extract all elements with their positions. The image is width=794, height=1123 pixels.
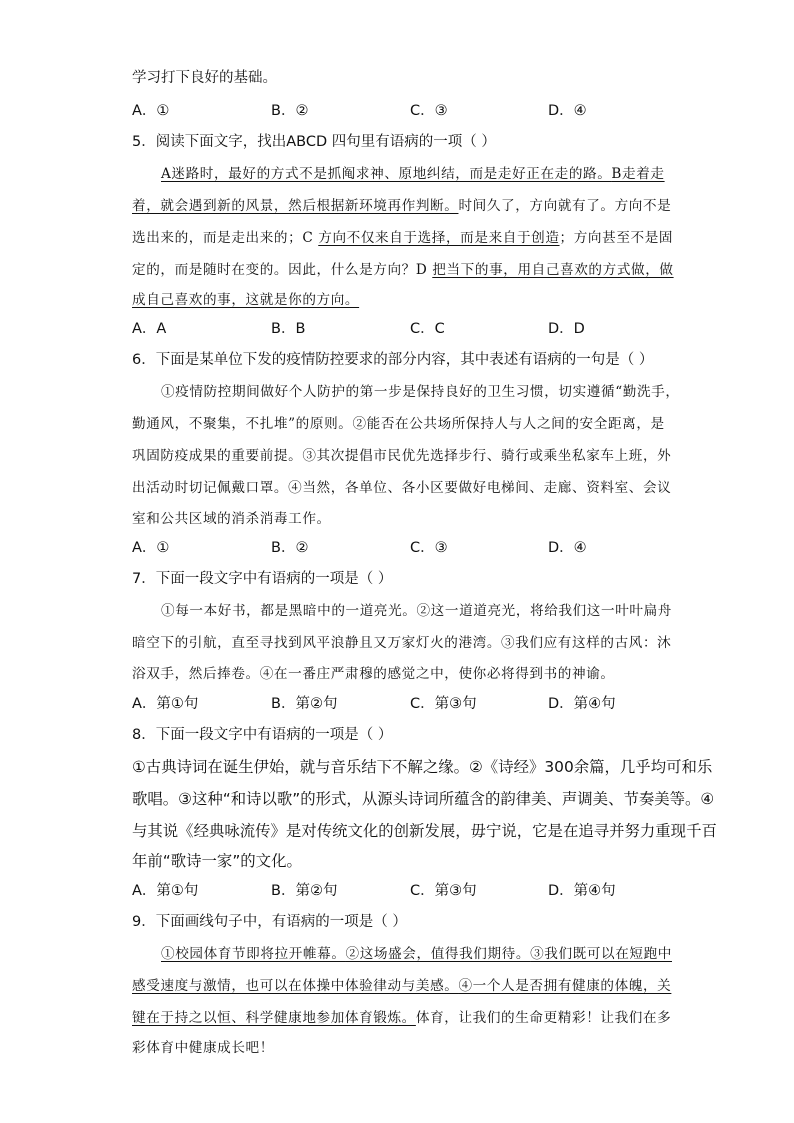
q4-passage-tail: 学习打下良好的基础。 [132, 70, 277, 86]
q7-line: 暗空下的引航，直至寻找到风平浪静且又万家灯火的港湾。③我们应有这样的古风：沐 [132, 635, 672, 651]
q9-sentence-1: ①校园体育节即将拉开帷幕。 [161, 946, 346, 962]
q5-text: 时间久了，方向就有了。方向不是 [458, 198, 672, 214]
q7-option-a[interactable]: A．第①句 [132, 696, 199, 712]
q6-line: 室和公共区域的消杀消毒工作。 [132, 511, 331, 527]
q4-option-c[interactable]: C．③ [410, 103, 448, 119]
q7-option-c[interactable]: C．第③句 [410, 696, 477, 712]
q9-text: 体育，让我们的生命更精彩！让我们在多 [415, 1010, 672, 1026]
q6-option-b[interactable]: B．② [271, 540, 309, 556]
q9-line [161, 942, 672, 962]
q6-option-a[interactable]: A．① [132, 540, 170, 556]
q5-line [161, 162, 665, 182]
q8-option-a[interactable]: A．第①句 [132, 883, 199, 899]
q5-sentence-d-start: 把当下的事，用自己喜欢的方式做，做 [432, 262, 674, 278]
q9-sentence-4-start: ④一个人是否拥有健康的体魄，关 [458, 978, 672, 994]
q6-line: ①疫情防控期间做好个人防护的第一步是保持良好的卫生习惯，切实遵循“勤洗手， [161, 384, 680, 400]
q5-sentence-b-end: 着，就会遇到新的风景，然后根据新环境再作判断。 [132, 198, 459, 214]
q8-line: 年前“歌诗一家”的文化。 [132, 852, 302, 870]
q6-line: 出活动时切记佩戴口罩。④当然，各单位、各小区要做好电梯间、走廊、资料室、会议 [132, 480, 672, 496]
q5-line [132, 226, 673, 246]
q5-sentence-b-start: B走着走 [611, 166, 665, 182]
q8-line: 歌唱。③这种“和诗以歌”的形式，从源头诗词所蕴含的韵律美、声调美、节奏美等。④ [132, 790, 715, 808]
q9-sentence-3-start: ③我们既可以在短跑中 [530, 946, 672, 962]
q5-line [132, 194, 671, 214]
q5-text: 选出来的，而是走出来的；C [132, 230, 319, 246]
q4-option-a[interactable]: A．① [132, 103, 170, 119]
q5-option-d[interactable]: D．D [548, 321, 585, 337]
q6-option-c[interactable]: C．③ [410, 540, 448, 556]
q9-line [132, 1006, 671, 1026]
q4-option-b[interactable]: B．② [271, 103, 309, 119]
q9-sentence-2: ②这场盛会，值得我们期待。 [345, 946, 531, 962]
q9-sentence-3-end: 感受速度与激情，也可以在体操中体验律动与美感。 [132, 978, 459, 994]
q7-line: ①每一本好书，都是黑暗中的一道亮光。②这一道道亮光，将给我们这一叶叶扁舟 [161, 603, 672, 619]
q5-stem: 5．阅读下面文字，找出ABCD 四句里有语病的一项（ ） [132, 134, 496, 150]
q6-option-d[interactable]: D．④ [548, 540, 587, 556]
q5-option-c[interactable]: C．C [410, 321, 445, 337]
q6-line: 勤通风，不聚集，不扎堆”的原则。②能否在公共场所保持人与人之间的安全距离，是 [132, 416, 665, 432]
q5-sentence-a: A迷路时，最好的方式不是抓阄求神、原地纠结，而是走好正在走的路。 [161, 166, 612, 182]
q6-stem: 6．下面是某单位下发的疫情防控要求的部分内容，其中表述有语病的一句是（ ） [132, 352, 654, 368]
q5-text: ；方向甚至不是固 [559, 230, 674, 246]
q8-option-b[interactable]: B．第②句 [271, 883, 338, 899]
q5-sentence-d-end: 成自己喜欢的事，这就是你的方向。 [132, 292, 360, 308]
q9-stem: 9．下面画线句子中，有语病的一项是（ ） [132, 914, 407, 930]
q9-line: 彩体育中健康成长吧！ [132, 1040, 274, 1056]
q5-option-b[interactable]: B．B [271, 321, 306, 337]
q7-line: 浴双手，然后捧卷。④在一番庄严肃穆的感觉之中，使你必将得到书的神谕。 [132, 666, 615, 682]
q7-option-b[interactable]: B．第②句 [271, 696, 338, 712]
q5-line [132, 258, 674, 278]
q9-sentence-4-end: 键在于持之以恒、科学健康地参加体育锻炼。 [132, 1010, 416, 1026]
q8-line: 与其说《经典咏流传》是对传统文化的创新发展，毋宁说，它是在追寻并努力重现千百 [132, 822, 717, 840]
q8-option-c[interactable]: C．第③句 [410, 883, 477, 899]
q7-option-d[interactable]: D．第④句 [548, 696, 616, 712]
q5-line [132, 288, 359, 308]
q8-option-d[interactable]: D．第④句 [548, 883, 616, 899]
q7-stem: 7．下面一段文字中有语病的一项是（ ） [132, 571, 393, 587]
q9-line [132, 974, 671, 994]
q8-line: ①古典诗词在诞生伊始，就与音乐结下不解之缘。②《诗经》300余篇，几乎均可和乐 [132, 758, 713, 776]
q4-option-d[interactable]: D．④ [548, 103, 587, 119]
q5-text: 定的，而是随时在变的。因此，什么是方向？D [132, 262, 433, 278]
q5-sentence-c: 方向不仅来自于选择，而是来自于创造 [318, 230, 560, 246]
q8-stem: 8．下面一段文字中有语病的一项是（ ） [132, 727, 393, 743]
q5-option-a[interactable]: A．A [132, 321, 167, 337]
q6-line: 巩固防疫成果的重要前提。③其次提倡市民优先选择步行、骑行或乘坐私家车上班，外 [132, 448, 672, 464]
